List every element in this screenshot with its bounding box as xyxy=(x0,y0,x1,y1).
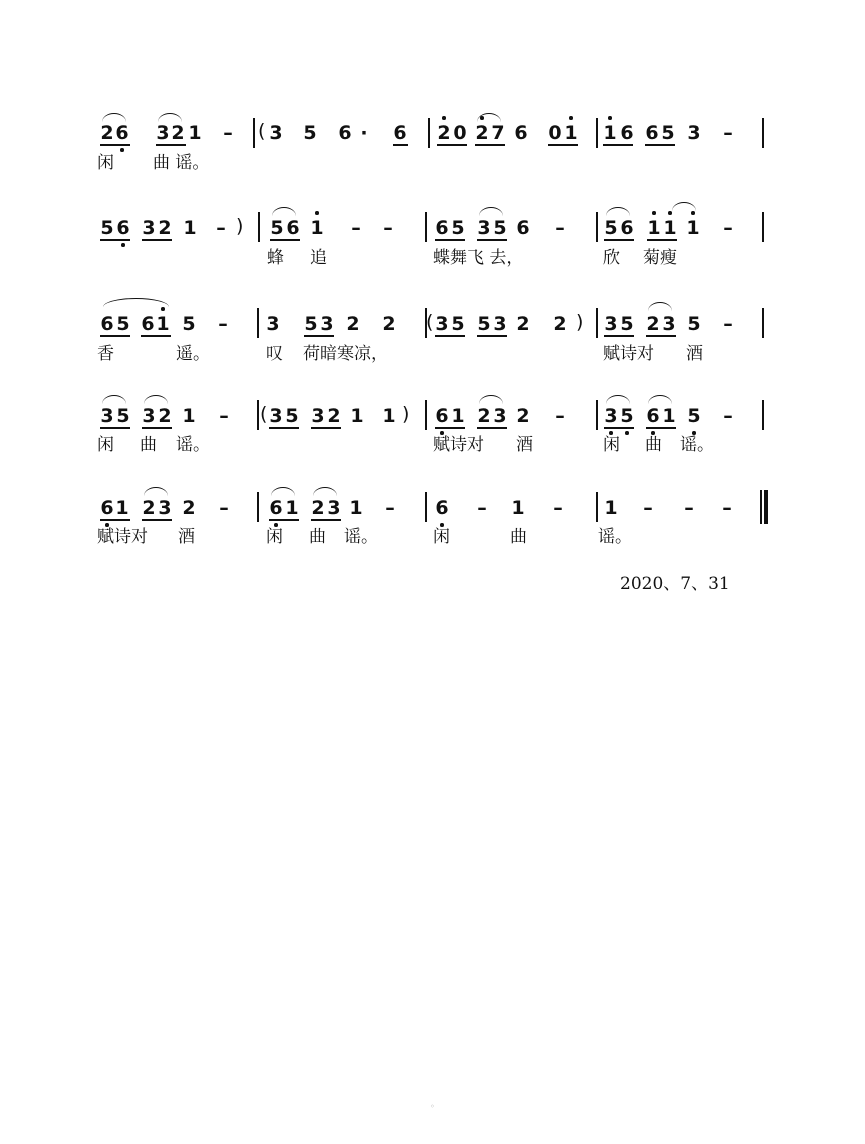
slur xyxy=(103,298,169,307)
final-barline-thin xyxy=(760,490,762,524)
note-underline xyxy=(604,335,634,337)
note: · xyxy=(360,122,368,144)
note: 0 xyxy=(453,122,467,144)
note: 2 xyxy=(346,313,360,335)
slur xyxy=(606,395,630,404)
lyric: 香 xyxy=(97,344,114,364)
note: 6 xyxy=(115,122,129,144)
note-underline xyxy=(304,335,334,337)
note-underline xyxy=(435,239,465,241)
note: 6 xyxy=(116,217,130,239)
note: 2 xyxy=(516,405,530,427)
note: 3 xyxy=(266,313,280,335)
lyric: 叹 xyxy=(266,344,283,364)
note: 6 xyxy=(100,313,114,335)
lyric: 曲 谣。 xyxy=(153,153,210,173)
note: 3 xyxy=(435,313,449,335)
note: 3 xyxy=(142,217,156,239)
octave-dot xyxy=(609,431,613,435)
note-underline xyxy=(437,144,467,146)
lyric: 酒 xyxy=(178,527,195,547)
note: 5 xyxy=(116,313,130,335)
note: 3 xyxy=(662,313,676,335)
barline xyxy=(257,492,259,522)
note: 3 xyxy=(604,313,618,335)
note: 6 xyxy=(435,405,449,427)
lyric: 曲 xyxy=(645,435,662,455)
note: – xyxy=(223,122,233,144)
note: – xyxy=(218,313,228,335)
note: 6 xyxy=(100,497,114,519)
note: 2 xyxy=(646,313,660,335)
lyric: 赋诗对 xyxy=(603,344,654,364)
note-underline xyxy=(100,335,130,337)
note: 5 xyxy=(100,217,114,239)
barline xyxy=(425,492,427,522)
lyric: 闲 xyxy=(433,527,450,547)
note: 1 xyxy=(188,122,202,144)
octave-dot xyxy=(274,523,278,527)
note: 2 xyxy=(437,122,451,144)
lyric: 菊瘦 xyxy=(643,248,677,268)
note-underline xyxy=(645,144,675,146)
lyric: 蝶舞飞 去， xyxy=(433,248,524,268)
lyric: 闲 xyxy=(603,435,620,455)
barline xyxy=(762,118,764,148)
barline xyxy=(257,308,259,338)
note-underline xyxy=(477,427,507,429)
note-underline xyxy=(141,335,171,337)
note: 6 xyxy=(435,217,449,239)
note: 1 xyxy=(511,497,525,519)
barline xyxy=(428,118,430,148)
note: 1 xyxy=(310,217,324,239)
octave-dot xyxy=(440,523,444,527)
note-underline xyxy=(269,519,299,521)
octave-dot xyxy=(692,431,696,435)
note-underline xyxy=(142,427,172,429)
note: – xyxy=(722,497,732,519)
note: 3 xyxy=(477,217,491,239)
note: – xyxy=(219,405,229,427)
note: 2 xyxy=(171,122,185,144)
note: 1 xyxy=(604,497,618,519)
note: 2 xyxy=(477,405,491,427)
octave-dot xyxy=(608,116,612,120)
repeat-open-paren: ( xyxy=(426,311,434,333)
barline xyxy=(253,118,255,148)
octave-dot xyxy=(161,307,165,311)
note: – xyxy=(723,405,733,427)
note-underline xyxy=(548,144,578,146)
barline xyxy=(596,118,598,148)
octave-dot xyxy=(691,211,695,215)
note: 5 xyxy=(604,217,618,239)
note: 5 xyxy=(285,405,299,427)
note: 0 xyxy=(548,122,562,144)
note: 5 xyxy=(620,405,634,427)
note: 5 xyxy=(182,313,196,335)
slur xyxy=(477,113,501,122)
octave-dot xyxy=(105,523,109,527)
note: 5 xyxy=(687,405,701,427)
lyric: 曲 xyxy=(309,527,326,547)
octave-dot xyxy=(651,431,655,435)
note: 1 xyxy=(382,405,396,427)
note: 2 xyxy=(158,217,172,239)
composition-date: 2020、7、31 xyxy=(620,574,730,594)
note: 5 xyxy=(451,313,465,335)
note: 3 xyxy=(142,405,156,427)
repeat-close-paren: ) xyxy=(402,403,410,425)
note-underline xyxy=(100,144,130,146)
note: 2 xyxy=(182,497,196,519)
note-underline xyxy=(156,144,186,146)
note: 5 xyxy=(493,217,507,239)
note: 5 xyxy=(304,313,318,335)
slur xyxy=(606,207,630,216)
lyric: 闲 xyxy=(97,435,114,455)
note: 3 xyxy=(320,313,334,335)
note: 1 xyxy=(115,497,129,519)
note-underline xyxy=(100,427,130,429)
barline xyxy=(762,212,764,242)
octave-dot xyxy=(442,116,446,120)
note: 6 xyxy=(393,122,407,144)
note: 6 xyxy=(620,122,634,144)
note: 5 xyxy=(477,313,491,335)
slur xyxy=(648,302,672,311)
octave-dot xyxy=(625,431,629,435)
lyric: 赋诗对 xyxy=(97,527,148,547)
slur xyxy=(144,487,168,496)
note: 3 xyxy=(493,313,507,335)
octave-dot xyxy=(315,211,319,215)
note-underline xyxy=(646,335,676,337)
note: 2 xyxy=(311,497,325,519)
octave-dot xyxy=(569,116,573,120)
note: 1 xyxy=(603,122,617,144)
note: – xyxy=(684,497,694,519)
note: 2 xyxy=(553,313,567,335)
barline xyxy=(257,400,259,430)
slur xyxy=(313,487,337,496)
note: – xyxy=(216,217,226,239)
slur xyxy=(102,113,126,122)
slur xyxy=(144,395,168,404)
note: – xyxy=(383,217,393,239)
slur xyxy=(158,113,182,122)
note-underline xyxy=(100,239,130,241)
note: – xyxy=(219,497,229,519)
repeat-open-paren: ( xyxy=(258,120,266,142)
note: – xyxy=(643,497,653,519)
note: 1 xyxy=(285,497,299,519)
note: – xyxy=(351,217,361,239)
slur xyxy=(479,207,503,216)
note: 5 xyxy=(116,405,130,427)
slur xyxy=(479,395,503,404)
note: 2 xyxy=(327,405,341,427)
lyric: 闲 xyxy=(266,527,283,547)
note: 3 xyxy=(269,122,283,144)
note: – xyxy=(553,497,563,519)
barline xyxy=(762,400,764,430)
note: 6 xyxy=(141,313,155,335)
lyric: 谣。 xyxy=(680,435,714,455)
barline xyxy=(596,400,598,430)
note: 6 xyxy=(269,497,283,519)
lyric: 谣。 xyxy=(344,527,378,547)
barline xyxy=(762,308,764,338)
note-underline xyxy=(100,519,130,521)
note: 5 xyxy=(687,313,701,335)
note-underline xyxy=(477,239,507,241)
note-underline xyxy=(604,239,634,241)
note: 3 xyxy=(604,405,618,427)
note: 3 xyxy=(327,497,341,519)
note-underline xyxy=(477,335,507,337)
note-underline xyxy=(475,144,505,146)
note: 6 xyxy=(514,122,528,144)
note-underline xyxy=(647,239,677,241)
note: 1 xyxy=(451,405,465,427)
lyric: 谣。 xyxy=(598,527,632,547)
note: 3 xyxy=(687,122,701,144)
barline xyxy=(258,212,260,242)
lyric: 蜂 xyxy=(267,248,284,268)
note: 3 xyxy=(493,405,507,427)
note: 5 xyxy=(270,217,284,239)
note: – xyxy=(555,217,565,239)
note: 5 xyxy=(620,313,634,335)
lyric: 欣 xyxy=(603,248,620,268)
note: 3 xyxy=(100,405,114,427)
note: 1 xyxy=(183,217,197,239)
note: 6 xyxy=(645,122,659,144)
note: 1 xyxy=(686,217,700,239)
note: – xyxy=(723,217,733,239)
note: 2 xyxy=(516,313,530,335)
barline xyxy=(425,400,427,430)
note: – xyxy=(723,122,733,144)
repeat-open-paren: ( xyxy=(260,403,268,425)
note: 6 xyxy=(516,217,530,239)
note-underline xyxy=(646,427,676,429)
note: 7 xyxy=(491,122,505,144)
note: 2 xyxy=(382,313,396,335)
lyric: 酒 xyxy=(516,435,533,455)
repeat-close-paren: ) xyxy=(576,311,584,333)
note: 1 xyxy=(663,217,677,239)
slur xyxy=(672,202,696,211)
lyric: 追 xyxy=(310,248,327,268)
note-underline xyxy=(269,427,299,429)
note: – xyxy=(555,405,565,427)
note-underline xyxy=(142,239,172,241)
note: 5 xyxy=(303,122,317,144)
note: 3 xyxy=(311,405,325,427)
note: 1 xyxy=(349,497,363,519)
note-underline xyxy=(393,144,408,146)
octave-dot xyxy=(121,243,125,247)
note: 2 xyxy=(158,405,172,427)
lyric: 荷暗寒凉， xyxy=(303,344,388,364)
note: 6 xyxy=(646,405,660,427)
note-underline xyxy=(435,335,465,337)
note: 5 xyxy=(661,122,675,144)
note: 6 xyxy=(435,497,449,519)
lyric: 谣。 xyxy=(176,435,210,455)
final-barline-thick xyxy=(764,490,768,524)
note-underline xyxy=(604,427,634,429)
lyric: 遥。 xyxy=(176,344,210,364)
slur xyxy=(102,395,126,404)
octave-dot xyxy=(120,148,124,152)
note: 6 xyxy=(286,217,300,239)
note: 3 xyxy=(158,497,172,519)
note: 2 xyxy=(142,497,156,519)
octave-dot xyxy=(440,431,444,435)
lyric: 闲 xyxy=(97,153,114,173)
note-underline xyxy=(603,144,633,146)
page-mark: ◦ xyxy=(430,1102,435,1111)
note: 1 xyxy=(647,217,661,239)
note: 2 xyxy=(475,122,489,144)
note: 3 xyxy=(156,122,170,144)
lyric: 曲 xyxy=(510,527,527,547)
note-underline xyxy=(270,239,300,241)
note: 1 xyxy=(182,405,196,427)
note: 5 xyxy=(451,217,465,239)
note: 6 xyxy=(620,217,634,239)
note-underline xyxy=(311,519,341,521)
repeat-close-paren: ) xyxy=(236,215,244,237)
note: 2 xyxy=(100,122,114,144)
slur xyxy=(272,207,296,216)
note: 6 xyxy=(338,122,352,144)
note: 1 xyxy=(156,313,170,335)
lyric: 酒 xyxy=(686,344,703,364)
octave-dot xyxy=(668,211,672,215)
note-underline xyxy=(142,519,172,521)
slur xyxy=(271,487,295,496)
note: 3 xyxy=(269,405,283,427)
barline xyxy=(596,212,598,242)
octave-dot xyxy=(652,211,656,215)
note: – xyxy=(723,313,733,335)
barline xyxy=(425,308,427,338)
note: – xyxy=(477,497,487,519)
note: 1 xyxy=(350,405,364,427)
note-underline xyxy=(435,427,465,429)
note: 1 xyxy=(662,405,676,427)
lyric: 曲 xyxy=(140,435,157,455)
barline xyxy=(425,212,427,242)
barline xyxy=(596,308,598,338)
note: 1 xyxy=(564,122,578,144)
slur xyxy=(648,395,672,404)
barline xyxy=(596,492,598,522)
note-underline xyxy=(311,427,341,429)
note: – xyxy=(385,497,395,519)
lyric: 赋诗对 xyxy=(433,435,484,455)
